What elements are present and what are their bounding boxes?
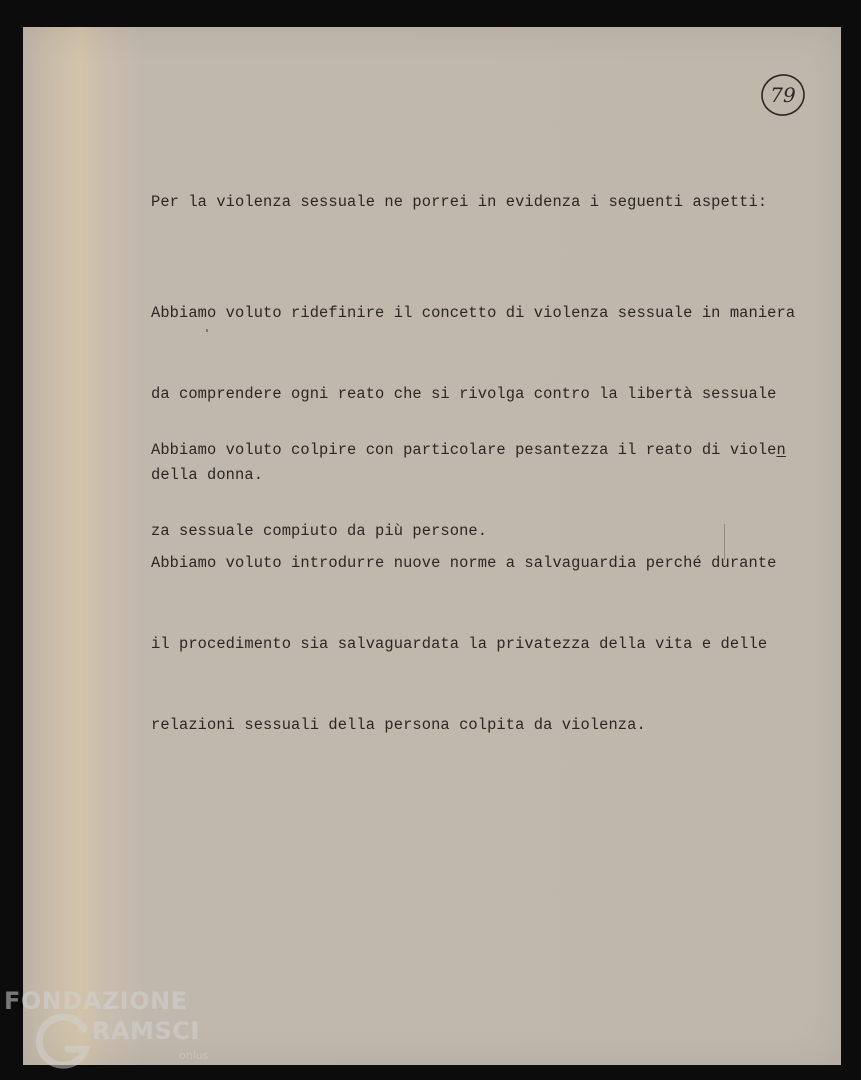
watermark-line-2: RAMSCI [92,1017,200,1045]
paragraph-3-line-1: Abbiamo voluto introdurre nuove norme a salvaguardia perché durante [151,554,777,572]
paragraph-1-line-3: della donna. [151,466,264,484]
paragraph-3-line-3: relazioni sessuali della persona colpita da violenza. [151,716,646,734]
folio-number: 79 [770,83,796,107]
ink-dot-mark [206,329,208,332]
paragraph-2-line-1-text: Abbiamo voluto colpire con particolare pesantezza il reato di viole [151,441,777,459]
pen-stroke-mark [724,524,725,560]
paragraph-privacy [151,496,777,793]
intro-line: Per la violenza sessuale ne porrei in evidenza i seguenti aspetti: [151,193,768,211]
document-page [23,27,841,1065]
folio-number-circled [759,71,807,119]
fondazione-gramsci-watermark [4,985,219,1080]
paragraph-2-underlined-letter: n [776,441,786,459]
paragraph-1-line-2: da comprendere ogni reato che si rivolga contro la libertà sessuale [151,385,777,403]
paragraph-2-line-1 [151,437,786,464]
paragraph-1-line-1: Abbiamo voluto ridefinire il concetto di violenza sessuale in maniera [151,304,796,322]
watermark-line-1: FONDAZIONE [4,987,188,1015]
watermark-line-3: onlus [179,1049,209,1062]
paragraph-3-line-2: il procedimento sia salvaguardata la privatezza della vita e delle [151,635,768,653]
gramsci-g-logo-icon [34,1011,96,1073]
paragraph-2-line-2: za sessuale compiuto da più persone. [151,522,488,540]
